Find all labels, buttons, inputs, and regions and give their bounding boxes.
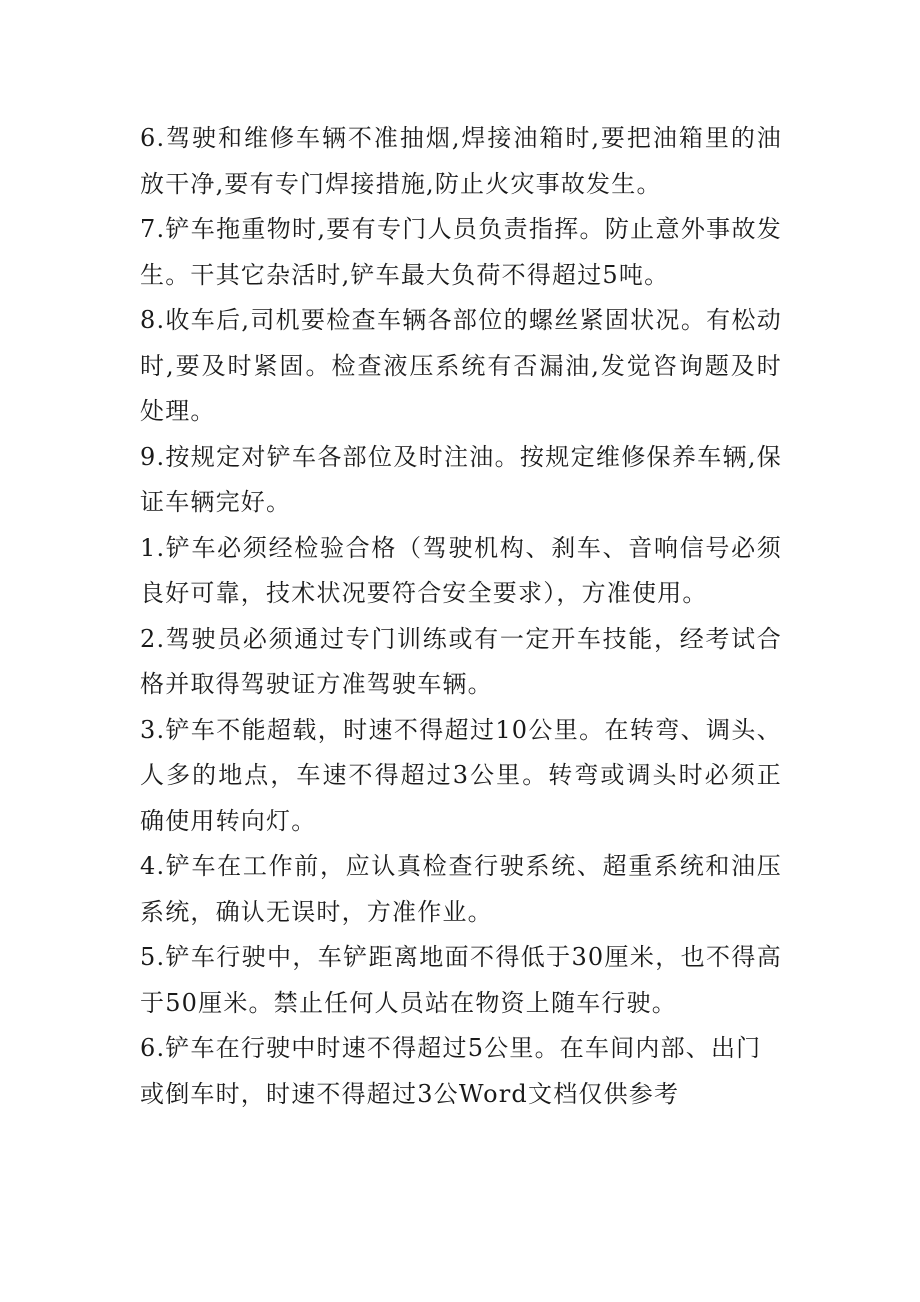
- paragraph: 1.铲车必须经检验合格（驾驶机构、刹车、音响信号必须良好可靠，技术状况要符合安全要求），方准使用。: [140, 533, 782, 607]
- paragraph: 3.铲车不能超载，时速不得超过10公里。在转弯、调头、人多的地点，车速不得超过3公里。转弯或调头时必须正确使用转向灯。: [140, 715, 782, 835]
- paragraph: 7.铲车拖重物时,要有专门人员负责指挥。防止意外事故发生。干其它杂活时,铲车最大负荷不得超过5吨。: [140, 215, 782, 289]
- paragraph: 5.铲车行驶中，车铲距离地面不得低于30厘米，也不得高于50厘米。禁止任何人员站在物资上随车行驶。: [140, 943, 782, 1017]
- paragraph: 9.按规定对铲车各部位及时注油。按规定维修保养车辆,保证车辆完好。: [140, 442, 782, 516]
- paragraph-with-footer-note: 6.铲车在行驶中时速不得超过5公里。在车间内部、出门或倒车时，时速不得超过3公Word文档仅供参考: [140, 1034, 762, 1108]
- document-body: [140, 116, 782, 1117]
- paragraph: 4.铲车在工作前，应认真检查行驶系统、超重系统和油压系统，确认无误时，方准作业。: [140, 852, 782, 926]
- paragraph: 8.收车后,司机要检查车辆各部位的螺丝紧固状况。有松动时,要及时紧固。检查液压系统有否漏油,发觉咨询题及时处理。: [140, 306, 782, 425]
- paragraph: 2.驾驶员必须通过专门训练或有一定开车技能，经考试合格并取得驾驶证方准驾驶车辆。: [140, 624, 782, 698]
- paragraph: 6.驾驶和维修车辆不准抽烟,焊接油箱时,要把油箱里的油放干净,要有专门焊接措施,防止火灾事故发生。: [140, 124, 782, 198]
